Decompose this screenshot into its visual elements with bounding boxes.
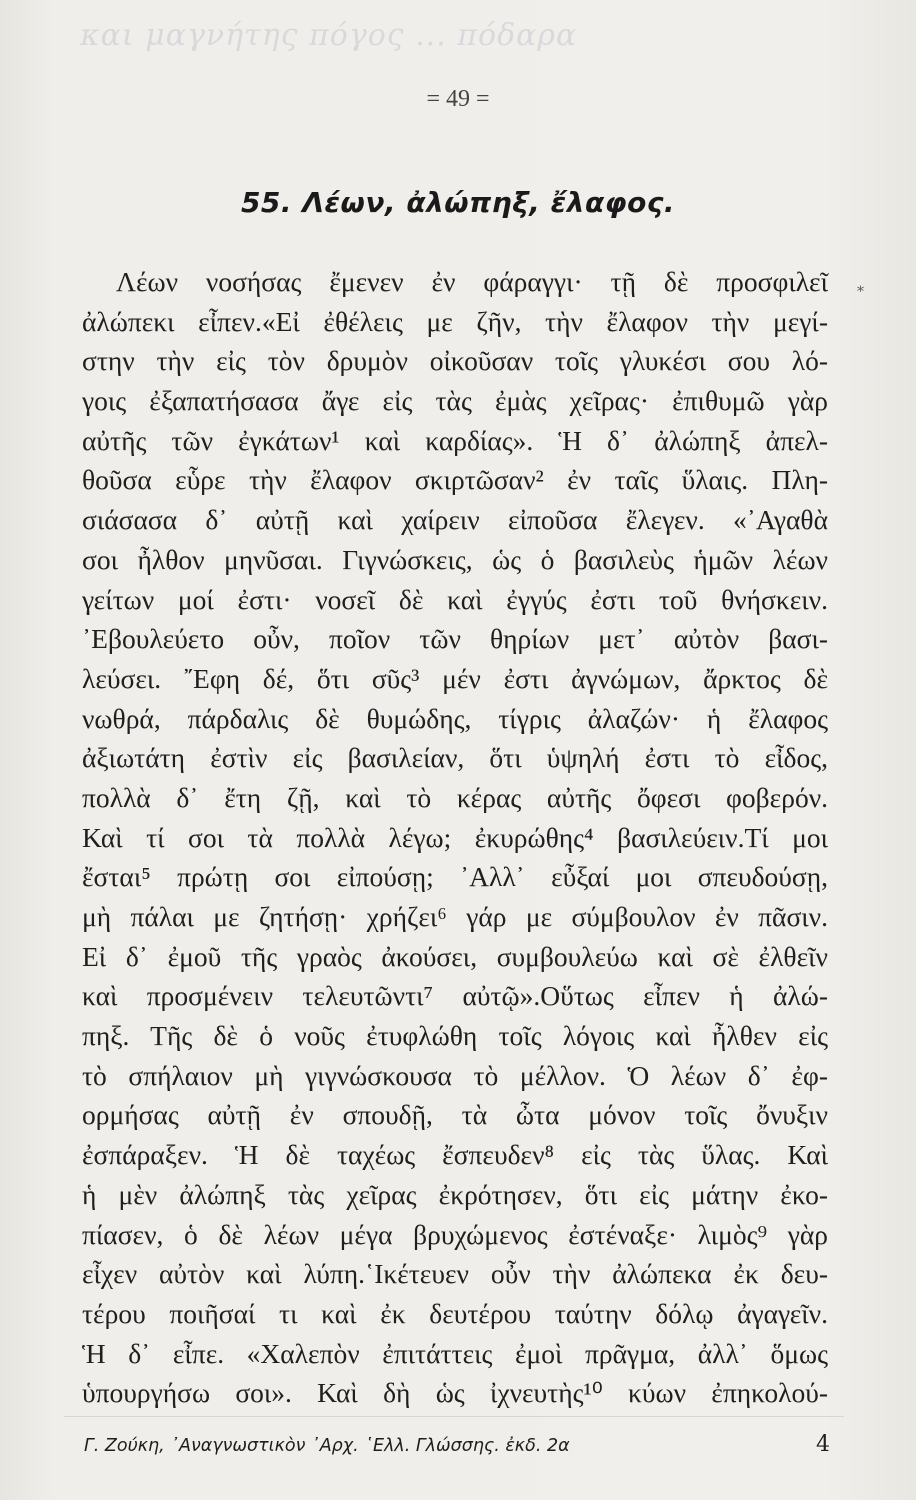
signature-mark: 4	[816, 1432, 830, 1457]
text-line: ὑπουργήσω σοι». Καὶ δὴ ὡς ἰχνευτὴς¹⁰ κύων ἐπηκολού-	[82, 1377, 828, 1409]
text-line: θοῦσα εὗρε τὴν ἔλαφον σκιρτῶσαν² ἐν ταῖς ὕλαις. Πλη-	[82, 464, 828, 496]
text-line: Εἰ δ᾽ ἐμοῦ τῆς γραὸς ἀκούσει, συμβουλεύω καὶ σὲ ἐλθεῖν	[82, 940, 828, 972]
text-line: ορμήσας αὐτῇ ἐν σπουδῇ, τὰ ὦτα μόνον τοῖς ὄνυξιν	[82, 1099, 828, 1131]
text-line: σιάσασα δ᾽ αὐτῇ καὶ χαίρειν εἰποῦσα ἔλεγεν. «᾽Αγαθὰ	[82, 504, 828, 536]
text-line: πηξ. Τῆς δὲ ὁ νοῦς ἐτυφλώθη τοῖς λόγοις καὶ ἦλθεν εἰς	[82, 1020, 828, 1052]
text-line: γείτων μοί ἐστι· νοσεῖ δὲ καὶ ἐγγύς ἐστι τοῦ θνήσκειν.	[82, 583, 828, 615]
text-line: τέρου ποιῆσαί τι καὶ ἐκ δευτέρου ταύτην δόλῳ ἀγαγεῖν.	[82, 1297, 828, 1329]
text-line: ἡ μὲν ἀλώπηξ τὰς χεῖρας ἐκρότησεν, ὅτι εἰς μάτην ἐκο-	[82, 1178, 828, 1210]
footer	[84, 1432, 830, 1457]
handwritten-note: και μαγνήτης πόγος ... πόδαρα	[80, 18, 578, 53]
chapter-title: 55. Λέων, ἀλώπηξ, ἔλαφος.	[240, 186, 676, 219]
text-line: τὸ σπήλαιον μὴ γιγνώσκουσα τὸ μέλλον. Ὁ λέων δ᾽ ἐφ-	[82, 1059, 828, 1091]
margin-mark: *	[857, 284, 864, 300]
text-line: πίασεν, ὁ δὲ λέων μέγα βρυχώμενος ἐστέναξε· λιμὸς⁹ γὰρ	[82, 1218, 828, 1250]
footer-citation: Γ. Ζούκη, ᾽Αναγνωστικὸν ᾽Αρχ. ῾Ελλ. Γλώσσης. ἐκδ. 2α	[84, 1436, 570, 1456]
text-line: στην τὴν εἰς τὸν δρυμὸν οἰκοῦσαν τοῖς γλυκέσι σου λό-	[82, 345, 828, 377]
text-line: Ἡ δ᾽ εἶπε. «Χαλεπὸν ἐπιτάττεις ἐμοὶ πρᾶγμα, ἀλλ᾽ ὅμως	[82, 1337, 828, 1369]
text-line: Λέων νοσήσας ἔμενεν ἐν φάραγγι· τῇ δὲ προσφιλεῖ	[116, 266, 828, 297]
text-line: Καὶ τί σοι τὰ πολλὰ λέγω; ἐκυρώθης⁴ βασιλεύειν.Τί μοι	[82, 821, 828, 853]
text-line: γοις ἐξαπατήσασα ἄγε εἰς τὰς ἐμὰς χεῖρας· ἐπιθυμῶ γὰρ	[82, 385, 828, 417]
page-number: = 49 =	[426, 86, 490, 112]
text-line: ἀλώπεκι εἶπεν.«Εἰ ἐθέλεις με ζῆν, τὴν ἔλαφον τὴν μεγί-	[82, 305, 828, 337]
footer-divider	[64, 1416, 844, 1417]
body-text	[82, 262, 828, 1413]
text-line: σοι ἦλθον μηνῦσαι. Γιγνώσκεις, ὡς ὁ βασιλεὺς ἡμῶν λέων	[82, 543, 828, 575]
text-line: ἔσται⁵ πρώτῃ σοι εἰπούσῃ; ᾽Αλλ᾽ εὖξαί μοι σπευδούσῃ,	[82, 861, 828, 893]
text-line: ἐσπάραξεν. Ἡ δὲ ταχέως ἔσπευδεν⁸ εἰς τὰς ὕλας. Καὶ	[82, 1139, 828, 1171]
text-line: εἶχεν αὐτὸν καὶ λύπη.῾Ικέτευεν οὖν τὴν ἀλώπεκα ἐκ δευ-	[82, 1258, 828, 1290]
text-line: ἀξιωτάτη ἐστὶν εἰς βασιλείαν, ὅτι ὑψηλή ἐστι τὸ εἶδος,	[82, 742, 828, 774]
text-line: νωθρά, πάρδαλις δὲ θυμώδης, τίγρις ἀλαζών· ἡ ἔλαφος	[82, 702, 828, 734]
text-line: μὴ πάλαι με ζητήσῃ· χρήζει⁶ γάρ με σύμβουλον ἐν πᾶσιν.	[82, 901, 828, 932]
text-line: πολλὰ δ᾽ ἔτη ζῇ, καὶ τὸ κέρας αὐτῆς ὄφεσι φοβερόν.	[82, 781, 828, 813]
text-line: λεύσει. ῎Εφη δέ, ὅτι σῦς³ μέν ἐστι ἀγνώμων, ἄρκτος δὲ	[82, 662, 828, 694]
text-line: ᾽Εβουλεύετο οὖν, ποῖον τῶν θηρίων μετ᾽ αὐτὸν βασι-	[82, 623, 828, 655]
text-line: αὐτῆς τῶν ἐγκάτων¹ καὶ καρδίας». Ἡ δ᾽ ἀλώπηξ ἀπελ-	[82, 424, 828, 456]
text-line: καὶ προσμένειν τελευτῶντι⁷ αὐτῷ».Οὕτως εἶπεν ἡ ἀλώ-	[82, 980, 828, 1012]
